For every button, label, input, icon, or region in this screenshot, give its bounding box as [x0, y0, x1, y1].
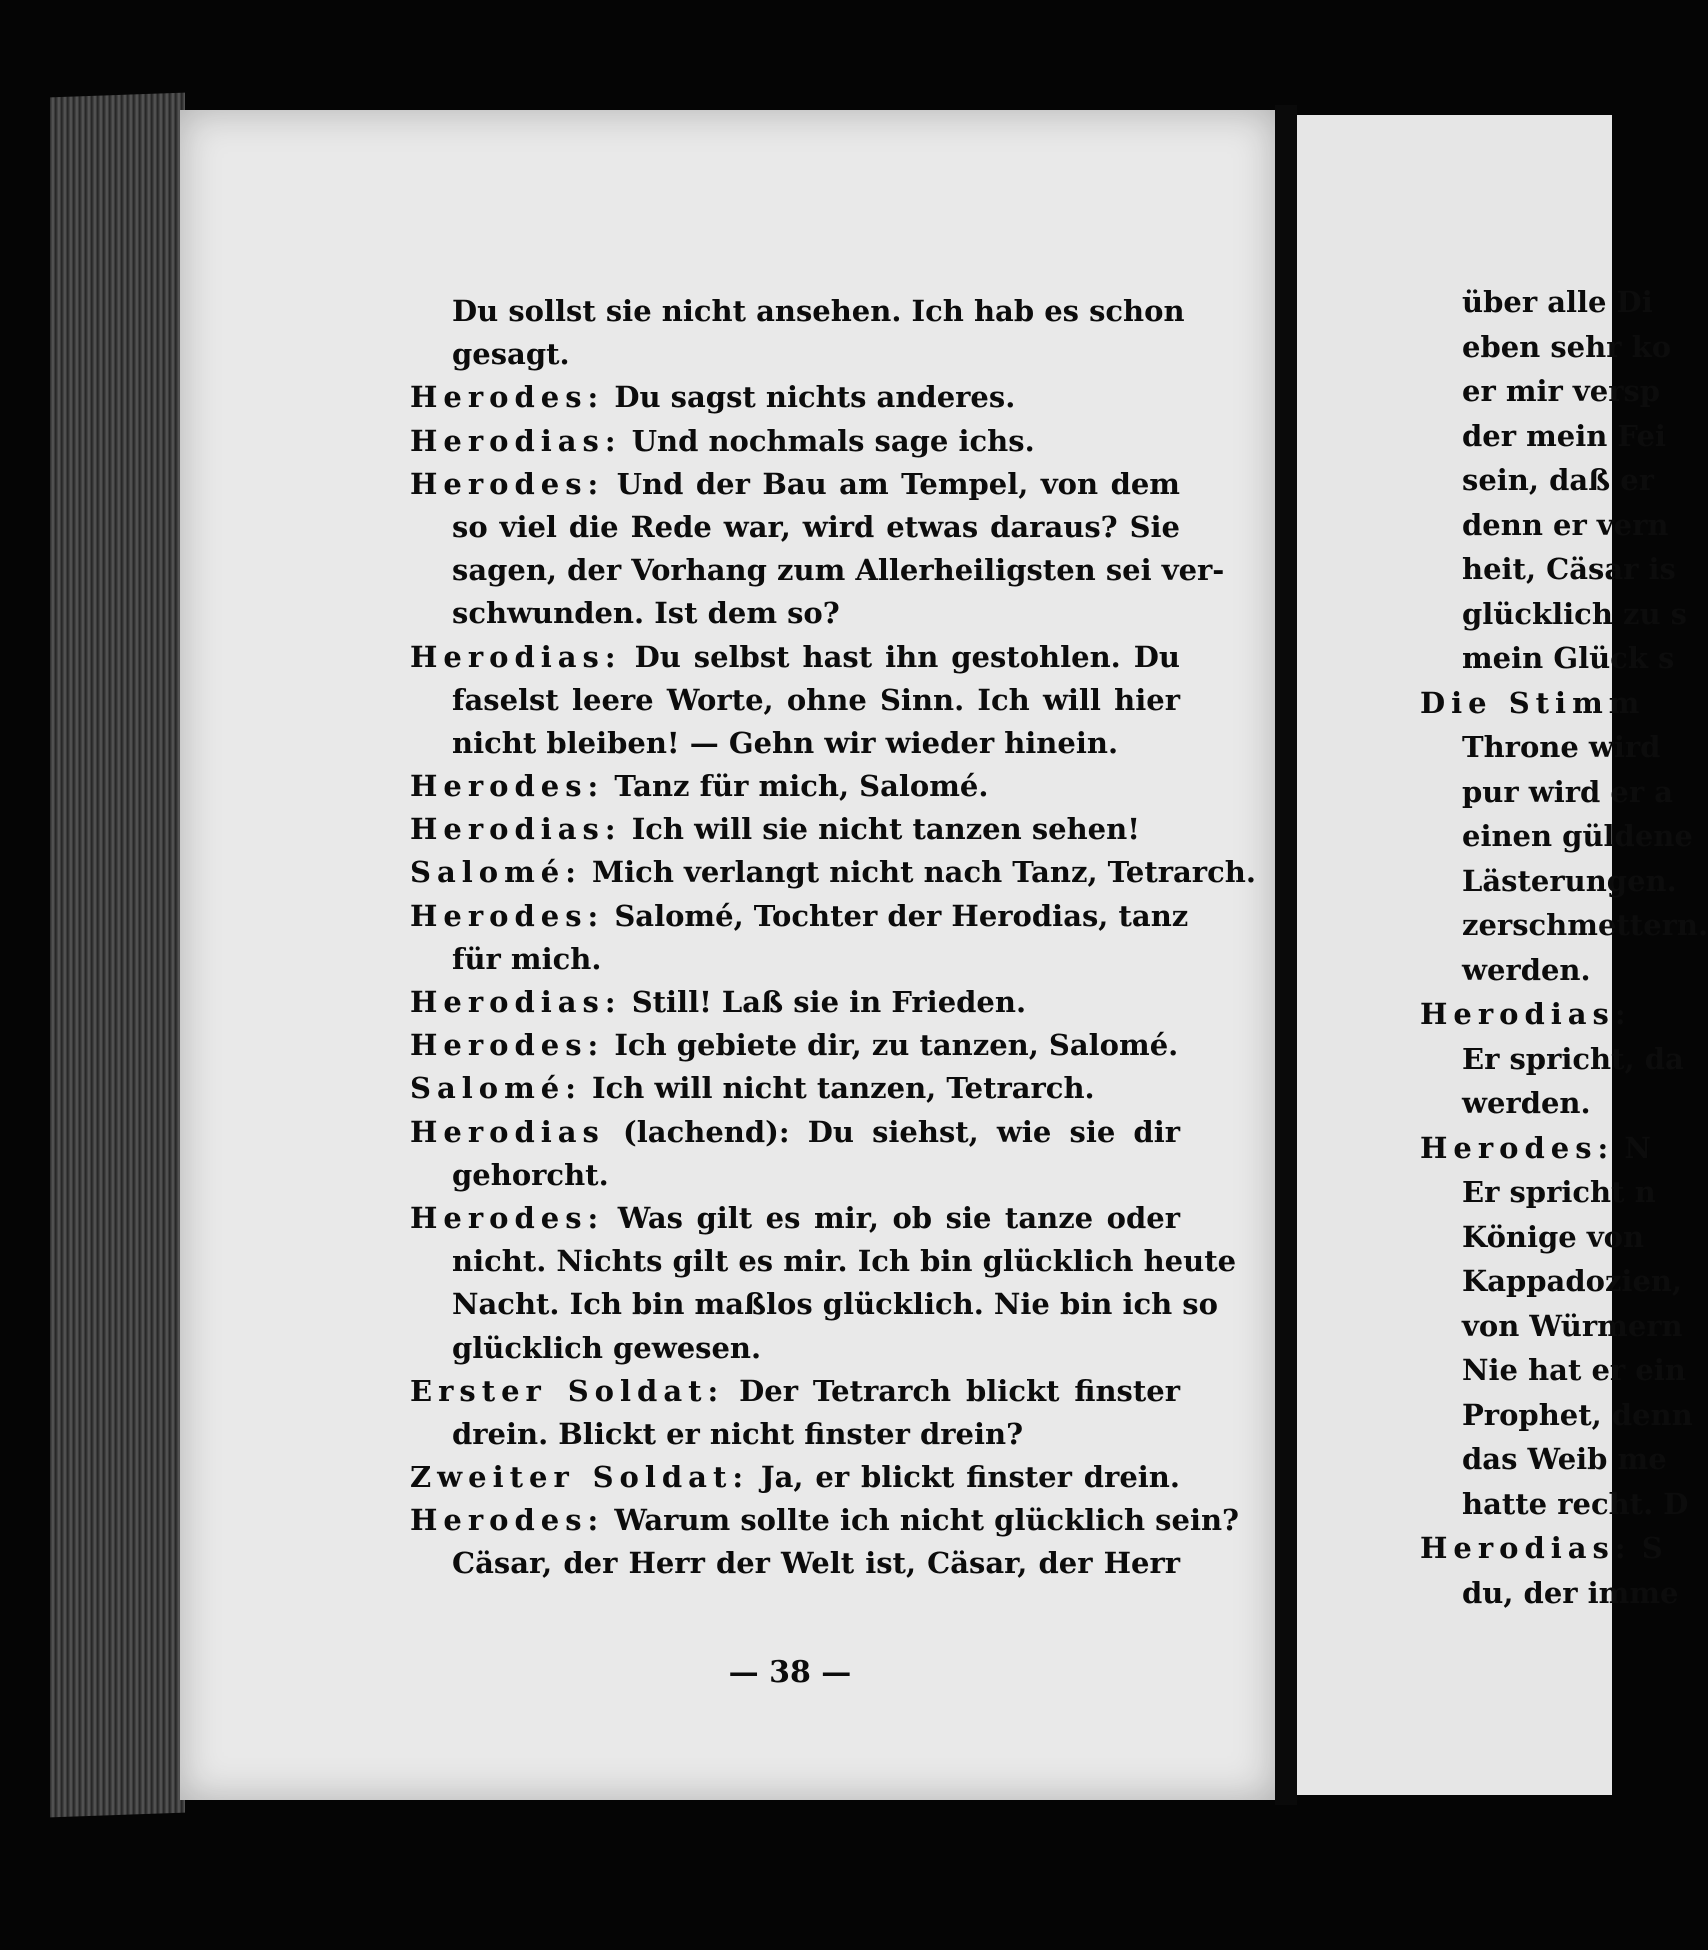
text-line: [1420, 1037, 1684, 1082]
text-line: [1420, 770, 1673, 815]
speaker-name: Herodias:: [410, 985, 622, 1019]
text-line: [410, 679, 1180, 722]
line-text: Salomé, Tochter der Herodias, tanz: [614, 898, 1189, 933]
text-line: [410, 765, 1180, 808]
speaker-name: Die Stimm: [1420, 685, 1646, 720]
text-line: [1420, 636, 1675, 681]
text-line: [1420, 1482, 1689, 1527]
speaker-name: Herodes:: [410, 380, 605, 415]
text-line: [1420, 1393, 1693, 1438]
text-line: [410, 808, 1180, 851]
speaker-name: Herodias:: [1420, 997, 1632, 1031]
right-page-text: [1420, 280, 1708, 1615]
speaker-name: Zweiter Soldat:: [410, 1460, 750, 1495]
line-text: für mich.: [452, 941, 602, 976]
line-text: pur wird er a: [1462, 774, 1673, 809]
line-text: Kappadozien,: [1462, 1264, 1683, 1298]
speaker-name: Herodias:: [410, 812, 622, 847]
left-page-text: [410, 290, 1256, 1586]
text-line: [1420, 1081, 1620, 1126]
line-text: von Würmern: [1462, 1308, 1683, 1343]
text-line: [1420, 1526, 1663, 1571]
speaker-name: Herodias:: [410, 639, 622, 674]
speaker-name: Herodes:: [410, 1503, 605, 1538]
text-line: [1420, 592, 1687, 637]
text-line: [1420, 725, 1661, 770]
text-line: [410, 1283, 1218, 1326]
speaker-name: Herodias: [410, 1114, 605, 1149]
text-line: [1420, 1571, 1679, 1616]
speaker-name: Herodes:: [410, 1028, 605, 1063]
text-line: [1420, 681, 1646, 726]
line-text: eben sehr ko: [1462, 329, 1672, 364]
text-line: [1420, 859, 1677, 904]
line-text: Nacht. Ich bin maßlos glücklich. Nie bin ich so: [452, 1287, 1218, 1322]
line-text: Und nochmals sage ichs.: [631, 423, 1035, 458]
text-line: [410, 1111, 1180, 1154]
text-line: [1420, 1259, 1683, 1304]
line-text: Nie hat er ein: [1462, 1353, 1686, 1387]
text-line: [1420, 1437, 1667, 1482]
line-text: nicht bleiben! — Gehn wir wieder hinein.: [452, 725, 1119, 760]
line-text: Mich verlangt nicht nach Tanz, Tetrarch.: [592, 855, 1256, 890]
line-text: Throne wird: [1462, 730, 1661, 764]
line-text: zerschmettern.: [1462, 908, 1708, 942]
line-text: S: [1641, 1531, 1663, 1565]
text-line: [410, 549, 1225, 592]
line-text: nicht. Nichts gilt es mir. Ich bin glücklich heute: [452, 1244, 1237, 1279]
text-line: [410, 592, 1180, 635]
line-text: Ich will sie nicht tanzen sehen!: [631, 812, 1140, 847]
text-line: [410, 851, 1256, 894]
text-line: [1420, 280, 1653, 325]
line-text: du, der imme: [1462, 1575, 1679, 1610]
speaker-name: Herodias:: [410, 423, 622, 458]
text-line: [410, 1240, 1237, 1283]
text-line: [1420, 369, 1661, 414]
speaker-name: Salomé:: [410, 1071, 582, 1106]
line-text: glücklich gewesen.: [452, 1330, 762, 1365]
text-line: [1420, 503, 1669, 548]
text-line: [1420, 992, 1632, 1037]
line-text: schwunden. Ist dem so?: [452, 596, 840, 631]
text-line: [410, 1456, 1180, 1499]
text-line: [1420, 1304, 1683, 1349]
text-line: [1420, 1170, 1656, 1215]
line-text: denn er vern: [1462, 507, 1669, 542]
text-line: [1420, 1215, 1645, 1260]
text-line: [1420, 1348, 1686, 1393]
text-line: [410, 1154, 1180, 1197]
line-text: sagen, der Vorhang zum Allerheiligsten sei ver-: [452, 553, 1225, 588]
line-text: gesagt.: [452, 337, 570, 372]
book-page-edges: [50, 93, 185, 1818]
line-text: Der Tetrarch blickt finster: [739, 1373, 1180, 1408]
line-text: Du sollst sie nicht ansehen. Ich hab es schon: [452, 294, 1185, 328]
speaker-name: Erster Soldat:: [410, 1373, 725, 1408]
text-line: [410, 636, 1180, 679]
text-line: [410, 290, 1185, 333]
text-line: [1420, 325, 1672, 370]
line-text: (lachend): Du siehst, wie sie dir: [623, 1114, 1180, 1149]
speaker-name: Salomé:: [410, 855, 582, 890]
line-text: gehorcht.: [452, 1157, 609, 1192]
line-text: er mir versp: [1462, 374, 1661, 408]
line-text: so viel die Rede war, wird etwas daraus? Sie: [452, 509, 1180, 544]
text-line: [410, 981, 1180, 1024]
line-text: Könige von: [1462, 1219, 1645, 1254]
page-number: — 38 —: [728, 1655, 852, 1690]
line-text: Ja, er blickt finster drein.: [760, 1460, 1180, 1495]
line-text: Prophet, denn: [1462, 1397, 1693, 1432]
text-line: [1420, 1126, 1651, 1171]
speaker-name: Herodes:: [410, 1200, 605, 1235]
text-line: [1420, 948, 1620, 993]
speaker-name: Herodes:: [410, 466, 605, 501]
line-text: Was gilt es mir, ob sie tanze oder: [617, 1200, 1180, 1235]
text-line: [410, 722, 1180, 765]
text-line: [410, 1370, 1180, 1413]
line-text: Lästerungen.: [1462, 863, 1677, 898]
line-text: Du sagst nichts anderes.: [614, 380, 1016, 415]
text-line: [410, 463, 1180, 506]
text-line: [410, 1024, 1180, 1067]
text-line: [410, 1499, 1240, 1542]
text-line: [410, 1067, 1180, 1110]
line-text: einen güldene: [1462, 819, 1693, 853]
line-text: werden.: [1462, 952, 1591, 987]
line-text: Ich will nicht tanzen, Tetrarch.: [592, 1071, 1095, 1106]
text-line: [1420, 458, 1654, 503]
book-gutter: [1275, 105, 1297, 1805]
text-line: [410, 938, 1180, 981]
line-text: Du selbst hast ihn gestohlen. Du: [634, 639, 1180, 674]
line-text: sein, daß er: [1462, 463, 1654, 497]
line-text: Cäsar, der Herr der Welt ist, Cäsar, der Herr: [452, 1546, 1180, 1581]
line-text: der mein Fei: [1462, 418, 1666, 453]
line-text: mein Glück s: [1462, 641, 1675, 675]
line-text: Er spricht n: [1462, 1175, 1656, 1209]
text-line: [410, 1413, 1180, 1456]
text-line: [410, 420, 1180, 463]
speaker-name: Herodes:: [410, 898, 605, 933]
text-line: [410, 506, 1180, 549]
line-text: Und der Bau am Tempel, von dem: [616, 466, 1180, 501]
text-line: [410, 376, 1180, 419]
line-text: drein. Blickt er nicht finster drein?: [452, 1416, 1024, 1451]
text-line: [410, 1542, 1180, 1585]
line-text: Warum sollte ich nicht glücklich sein?: [614, 1503, 1240, 1538]
line-text: heit, Cäsar is: [1462, 552, 1676, 586]
text-line: [410, 333, 1180, 376]
line-text: glücklich zu s: [1462, 596, 1687, 631]
text-line: [1420, 414, 1666, 459]
line-text: Still! Laß sie in Frieden.: [631, 985, 1027, 1019]
text-line: [410, 1197, 1180, 1240]
line-text: N: [1624, 1130, 1651, 1165]
line-text: das Weib me: [1462, 1442, 1667, 1476]
line-text: hatte recht. D: [1462, 1486, 1689, 1521]
text-line: [1420, 814, 1693, 859]
speaker-name: Herodes:: [410, 769, 605, 804]
text-line: [1420, 903, 1708, 948]
speaker-name: Herodes:: [1420, 1130, 1615, 1165]
line-text: Tanz für mich, Salomé.: [614, 769, 989, 804]
line-text: Er spricht, da: [1462, 1041, 1684, 1076]
line-text: faselst leere Worte, ohne Sinn. Ich will hier: [452, 682, 1180, 717]
text-line: [410, 1327, 1180, 1370]
text-line: [1420, 547, 1676, 592]
line-text: werden.: [1462, 1086, 1591, 1120]
speaker-name: Herodias:: [1420, 1531, 1632, 1565]
text-line: [410, 895, 1189, 938]
line-text: über alle Di: [1462, 285, 1653, 319]
line-text: Ich gebiete dir, zu tanzen, Salomé.: [614, 1028, 1179, 1063]
